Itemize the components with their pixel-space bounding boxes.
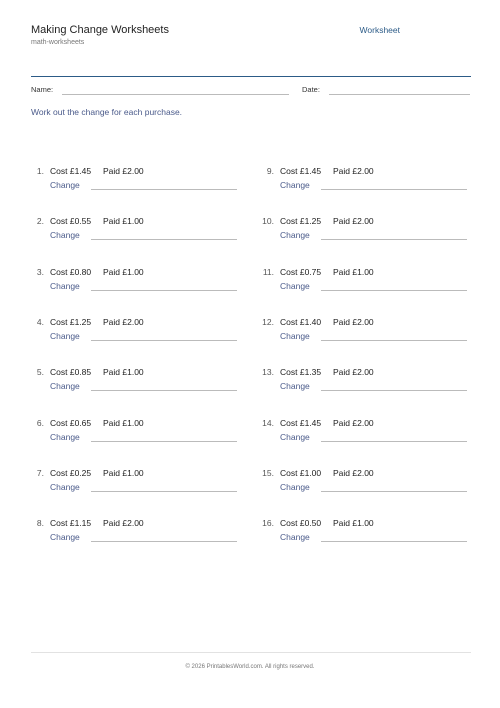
instructions-text: Work out the change for each purchase. bbox=[31, 107, 183, 117]
problem-item bbox=[261, 267, 471, 307]
change-answer-line[interactable] bbox=[91, 541, 237, 542]
problem-cost: Cost £1.45 bbox=[280, 417, 322, 428]
problem-paid: Paid £1.00 bbox=[103, 367, 144, 378]
problem-number: 10. bbox=[262, 216, 274, 227]
change-label: Change bbox=[50, 180, 80, 190]
change-label: Change bbox=[50, 532, 80, 543]
change-label: Change bbox=[280, 431, 310, 442]
problem-paid: Paid £2.00 bbox=[333, 417, 374, 428]
problem-number: 14. bbox=[262, 417, 274, 428]
change-label: Change bbox=[280, 330, 310, 341]
problem-number: 6. bbox=[36, 417, 44, 428]
change-label: Change bbox=[280, 230, 310, 241]
problem-paid: Paid £2.00 bbox=[103, 166, 144, 176]
problem-paid: Paid £2.00 bbox=[333, 166, 374, 176]
problem-number: 3. bbox=[36, 266, 44, 277]
change-answer-line[interactable] bbox=[321, 189, 467, 190]
problem-paid: Paid £2.00 bbox=[333, 467, 374, 478]
date-label: Date: bbox=[302, 85, 320, 94]
problem-cost: Cost £1.00 bbox=[280, 467, 322, 478]
problem-cost: Cost £1.45 bbox=[280, 166, 322, 176]
problem-item bbox=[31, 216, 241, 256]
problem-item bbox=[261, 317, 471, 357]
problem-number: 2. bbox=[36, 216, 44, 227]
problem-paid: Paid £1.00 bbox=[333, 266, 374, 277]
problem-number: 5. bbox=[36, 367, 44, 378]
change-answer-line[interactable] bbox=[91, 239, 237, 240]
problem-cost: Cost £0.75 bbox=[280, 266, 322, 277]
problem-item bbox=[31, 267, 241, 307]
change-answer-line[interactable] bbox=[91, 441, 237, 442]
problem-item bbox=[261, 518, 471, 558]
problem-paid: Paid £2.00 bbox=[103, 316, 144, 327]
problem-item bbox=[31, 518, 241, 558]
problem-number: 1. bbox=[36, 166, 44, 176]
change-answer-line[interactable] bbox=[321, 390, 467, 391]
change-answer-line[interactable] bbox=[91, 491, 237, 492]
problem-item bbox=[31, 418, 241, 458]
problem-item bbox=[31, 367, 241, 407]
problem-item bbox=[31, 166, 241, 206]
problem-cost: Cost £1.25 bbox=[50, 316, 92, 327]
change-label: Change bbox=[280, 381, 310, 392]
date-field-line[interactable] bbox=[329, 94, 470, 95]
change-answer-line[interactable] bbox=[321, 239, 467, 240]
problem-item bbox=[31, 317, 241, 357]
problem-number: 7. bbox=[36, 467, 44, 478]
problem-cost: Cost £1.45 bbox=[50, 166, 92, 176]
problem-number: 8. bbox=[36, 518, 44, 529]
problem-cost: Cost £0.85 bbox=[50, 367, 92, 378]
problem-cost: Cost £1.15 bbox=[50, 518, 92, 529]
page-subtitle: math-worksheets bbox=[31, 39, 85, 46]
problem-paid: Paid £2.00 bbox=[333, 316, 374, 327]
change-label: Change bbox=[50, 381, 80, 392]
change-label: Change bbox=[280, 180, 310, 190]
change-answer-line[interactable] bbox=[91, 390, 237, 391]
problem-paid: Paid £2.00 bbox=[103, 518, 144, 529]
problem-cost: Cost £0.65 bbox=[50, 417, 92, 428]
problem-item bbox=[261, 166, 471, 206]
problem-cost: Cost £1.40 bbox=[280, 316, 322, 327]
problem-paid: Paid £1.00 bbox=[103, 417, 144, 428]
name-field-line[interactable] bbox=[62, 94, 289, 95]
change-answer-line[interactable] bbox=[321, 290, 467, 291]
problem-number: 9. bbox=[266, 166, 274, 176]
problem-item bbox=[261, 367, 471, 407]
change-answer-line[interactable] bbox=[321, 441, 467, 442]
change-label: Change bbox=[50, 481, 80, 492]
change-label: Change bbox=[50, 230, 80, 241]
problem-cost: Cost £1.25 bbox=[280, 216, 322, 227]
problem-item bbox=[31, 468, 241, 508]
page-title: Making Change Worksheets bbox=[31, 24, 169, 36]
change-label: Change bbox=[50, 330, 80, 341]
problem-paid: Paid £2.00 bbox=[333, 216, 374, 227]
change-answer-line[interactable] bbox=[91, 290, 237, 291]
change-answer-line[interactable] bbox=[91, 340, 237, 341]
problem-number: 12. bbox=[262, 316, 274, 327]
problem-item bbox=[261, 216, 471, 256]
change-answer-line[interactable] bbox=[321, 340, 467, 341]
problem-cost: Cost £0.25 bbox=[50, 467, 92, 478]
problem-paid: Paid £1.00 bbox=[103, 266, 144, 277]
change-answer-line[interactable] bbox=[321, 491, 467, 492]
problem-number: 11. bbox=[262, 266, 274, 277]
problem-cost: Cost £0.50 bbox=[280, 518, 322, 529]
problem-cost: Cost £0.55 bbox=[50, 216, 92, 227]
problem-paid: Paid £1.00 bbox=[103, 467, 144, 478]
change-answer-line[interactable] bbox=[321, 541, 467, 542]
problem-number: 15. bbox=[262, 467, 274, 478]
change-label: Change bbox=[280, 481, 310, 492]
change-label: Change bbox=[50, 280, 80, 291]
problem-paid: Paid £1.00 bbox=[333, 518, 374, 529]
problem-paid: Paid £1.00 bbox=[103, 216, 144, 227]
problem-item bbox=[261, 468, 471, 508]
header-divider bbox=[31, 76, 471, 77]
change-label: Change bbox=[50, 431, 80, 442]
name-label: Name: bbox=[31, 85, 54, 94]
change-label: Change bbox=[280, 532, 310, 543]
change-answer-line[interactable] bbox=[91, 189, 237, 190]
problem-paid: Paid £2.00 bbox=[333, 367, 374, 378]
problem-item bbox=[261, 418, 471, 458]
problem-number: 16. bbox=[262, 518, 274, 529]
problem-cost: Cost £1.35 bbox=[280, 367, 322, 378]
worksheet-badge: Worksheet bbox=[359, 25, 400, 35]
problem-number: 4. bbox=[36, 316, 44, 327]
problem-number: 13. bbox=[262, 367, 274, 378]
change-label: Change bbox=[280, 280, 310, 291]
problem-cost: Cost £0.80 bbox=[50, 266, 92, 277]
footer-divider bbox=[31, 652, 471, 653]
footer-copyright: © 2026 PrintablesWorld.com. All rights reserved. bbox=[185, 664, 315, 670]
